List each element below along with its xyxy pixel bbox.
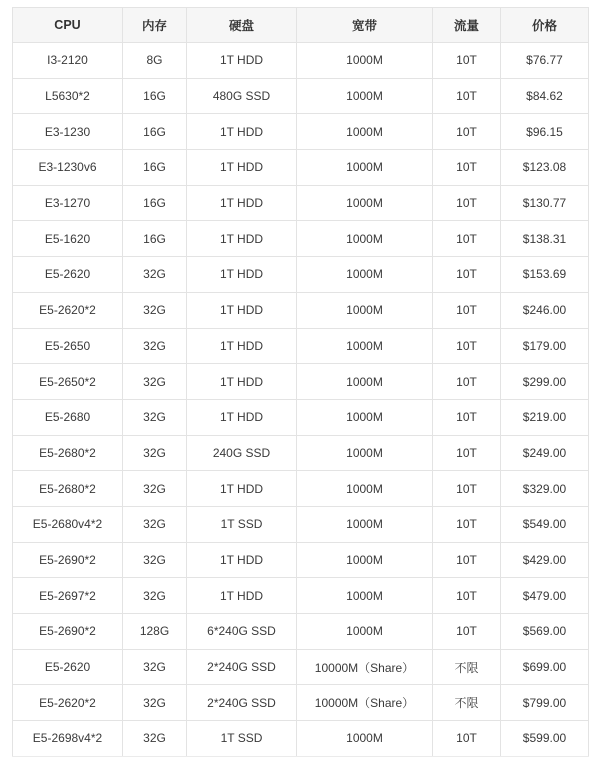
cell-traffic: 不限 <box>433 649 501 685</box>
cell-memory: 16G <box>123 114 187 150</box>
table-row <box>13 685 589 721</box>
cell-disk: 1T HDD <box>187 399 297 435</box>
cell-cpu: E5-2697*2 <box>13 578 123 614</box>
cell-bandwidth: 10000M（Share） <box>297 685 433 721</box>
cell-memory: 32G <box>123 542 187 578</box>
table-row <box>13 185 589 221</box>
cell-disk: 1T HDD <box>187 471 297 507</box>
cell-price: $479.00 <box>501 578 589 614</box>
cell-price: $76.77 <box>501 43 589 79</box>
cell-price: $549.00 <box>501 506 589 542</box>
cell-bandwidth: 1000M <box>297 364 433 400</box>
cell-disk: 2*240G SSD <box>187 685 297 721</box>
table-row <box>13 471 589 507</box>
cell-price: $246.00 <box>501 292 589 328</box>
cell-price: $299.00 <box>501 364 589 400</box>
table-row <box>13 721 589 757</box>
cell-bandwidth: 1000M <box>297 471 433 507</box>
cell-price: $130.77 <box>501 185 589 221</box>
cell-bandwidth: 1000M <box>297 614 433 650</box>
cell-price: $84.62 <box>501 78 589 114</box>
cell-cpu: E5-2680*2 <box>13 471 123 507</box>
cell-price: $429.00 <box>501 542 589 578</box>
table-row <box>13 114 589 150</box>
table-row <box>13 364 589 400</box>
cell-cpu: I3-2120 <box>13 43 123 79</box>
cell-traffic: 10T <box>433 435 501 471</box>
cell-disk: 1T HDD <box>187 292 297 328</box>
cell-cpu: E5-2690*2 <box>13 614 123 650</box>
header-row <box>13 8 589 43</box>
table-row <box>13 506 589 542</box>
cell-disk: 1T SSD <box>187 506 297 542</box>
server-pricing-table-container <box>12 7 588 757</box>
cell-memory: 32G <box>123 471 187 507</box>
cell-memory: 16G <box>123 150 187 186</box>
cell-bandwidth: 1000M <box>297 328 433 364</box>
cell-price: $599.00 <box>501 721 589 757</box>
cell-cpu: E5-2620*2 <box>13 292 123 328</box>
cell-traffic: 10T <box>433 506 501 542</box>
table-row <box>13 221 589 257</box>
header-disk: 硬盘 <box>187 8 297 43</box>
cell-traffic: 10T <box>433 150 501 186</box>
cell-bandwidth: 10000M（Share） <box>297 649 433 685</box>
cell-cpu: E5-1620 <box>13 221 123 257</box>
cell-disk: 1T HDD <box>187 150 297 186</box>
cell-disk: 1T SSD <box>187 721 297 757</box>
cell-bandwidth: 1000M <box>297 221 433 257</box>
cell-traffic: 10T <box>433 257 501 293</box>
cell-memory: 32G <box>123 721 187 757</box>
cell-memory: 32G <box>123 435 187 471</box>
table-row <box>13 257 589 293</box>
table-header <box>13 8 589 43</box>
header-price: 价格 <box>501 8 589 43</box>
cell-cpu: E3-1230v6 <box>13 150 123 186</box>
cell-cpu: E5-2650 <box>13 328 123 364</box>
cell-memory: 128G <box>123 614 187 650</box>
cell-traffic: 10T <box>433 43 501 79</box>
cell-disk: 1T HDD <box>187 542 297 578</box>
cell-bandwidth: 1000M <box>297 150 433 186</box>
cell-bandwidth: 1000M <box>297 257 433 293</box>
table-row <box>13 542 589 578</box>
cell-price: $138.31 <box>501 221 589 257</box>
cell-traffic: 10T <box>433 114 501 150</box>
cell-cpu: E5-2698v4*2 <box>13 721 123 757</box>
cell-traffic: 10T <box>433 185 501 221</box>
cell-memory: 32G <box>123 328 187 364</box>
table-body <box>13 43 589 757</box>
cell-bandwidth: 1000M <box>297 78 433 114</box>
table-row <box>13 435 589 471</box>
cell-memory: 32G <box>123 649 187 685</box>
cell-disk: 2*240G SSD <box>187 649 297 685</box>
cell-memory: 32G <box>123 257 187 293</box>
header-memory: 内存 <box>123 8 187 43</box>
cell-disk: 1T HDD <box>187 257 297 293</box>
cell-price: $329.00 <box>501 471 589 507</box>
cell-price: $123.08 <box>501 150 589 186</box>
cell-memory: 32G <box>123 685 187 721</box>
cell-bandwidth: 1000M <box>297 721 433 757</box>
cell-bandwidth: 1000M <box>297 542 433 578</box>
cell-cpu: E5-2620 <box>13 649 123 685</box>
cell-price: $219.00 <box>501 399 589 435</box>
table-row <box>13 578 589 614</box>
cell-disk: 480G SSD <box>187 78 297 114</box>
cell-disk: 1T HDD <box>187 578 297 614</box>
cell-cpu: E5-2690*2 <box>13 542 123 578</box>
header-traffic: 流量 <box>433 8 501 43</box>
cell-cpu: E5-2620 <box>13 257 123 293</box>
cell-traffic: 10T <box>433 399 501 435</box>
cell-memory: 8G <box>123 43 187 79</box>
cell-bandwidth: 1000M <box>297 435 433 471</box>
cell-traffic: 10T <box>433 221 501 257</box>
cell-price: $153.69 <box>501 257 589 293</box>
cell-disk: 1T HDD <box>187 364 297 400</box>
cell-price: $699.00 <box>501 649 589 685</box>
cell-traffic: 10T <box>433 364 501 400</box>
cell-cpu: E5-2680*2 <box>13 435 123 471</box>
table-row <box>13 292 589 328</box>
cell-disk: 6*240G SSD <box>187 614 297 650</box>
cell-disk: 1T HDD <box>187 114 297 150</box>
table-row <box>13 328 589 364</box>
cell-disk: 240G SSD <box>187 435 297 471</box>
cell-bandwidth: 1000M <box>297 292 433 328</box>
cell-bandwidth: 1000M <box>297 399 433 435</box>
cell-disk: 1T HDD <box>187 43 297 79</box>
cell-price: $249.00 <box>501 435 589 471</box>
cell-traffic: 10T <box>433 578 501 614</box>
cell-bandwidth: 1000M <box>297 43 433 79</box>
cell-cpu: E5-2680 <box>13 399 123 435</box>
cell-cpu: E5-2680v4*2 <box>13 506 123 542</box>
cell-traffic: 10T <box>433 471 501 507</box>
cell-memory: 16G <box>123 221 187 257</box>
cell-memory: 32G <box>123 506 187 542</box>
cell-traffic: 10T <box>433 614 501 650</box>
table-row <box>13 78 589 114</box>
cell-traffic: 10T <box>433 292 501 328</box>
server-pricing-table <box>12 7 589 757</box>
cell-price: $799.00 <box>501 685 589 721</box>
cell-cpu: L5630*2 <box>13 78 123 114</box>
table-row <box>13 150 589 186</box>
table-row <box>13 43 589 79</box>
header-cpu: CPU <box>13 8 123 43</box>
cell-memory: 32G <box>123 292 187 328</box>
cell-disk: 1T HDD <box>187 185 297 221</box>
cell-price: $569.00 <box>501 614 589 650</box>
cell-traffic: 不限 <box>433 685 501 721</box>
table-row <box>13 399 589 435</box>
header-bandwidth: 宽带 <box>297 8 433 43</box>
cell-price: $179.00 <box>501 328 589 364</box>
cell-bandwidth: 1000M <box>297 114 433 150</box>
cell-cpu: E3-1270 <box>13 185 123 221</box>
cell-traffic: 10T <box>433 542 501 578</box>
cell-cpu: E3-1230 <box>13 114 123 150</box>
cell-memory: 32G <box>123 364 187 400</box>
cell-cpu: E5-2650*2 <box>13 364 123 400</box>
cell-cpu: E5-2620*2 <box>13 685 123 721</box>
cell-traffic: 10T <box>433 78 501 114</box>
cell-disk: 1T HDD <box>187 221 297 257</box>
cell-memory: 16G <box>123 185 187 221</box>
cell-traffic: 10T <box>433 328 501 364</box>
cell-memory: 32G <box>123 578 187 614</box>
cell-traffic: 10T <box>433 721 501 757</box>
cell-bandwidth: 1000M <box>297 185 433 221</box>
table-row <box>13 649 589 685</box>
cell-memory: 16G <box>123 78 187 114</box>
cell-bandwidth: 1000M <box>297 578 433 614</box>
cell-price: $96.15 <box>501 114 589 150</box>
cell-bandwidth: 1000M <box>297 506 433 542</box>
cell-disk: 1T HDD <box>187 328 297 364</box>
cell-memory: 32G <box>123 399 187 435</box>
table-row <box>13 614 589 650</box>
